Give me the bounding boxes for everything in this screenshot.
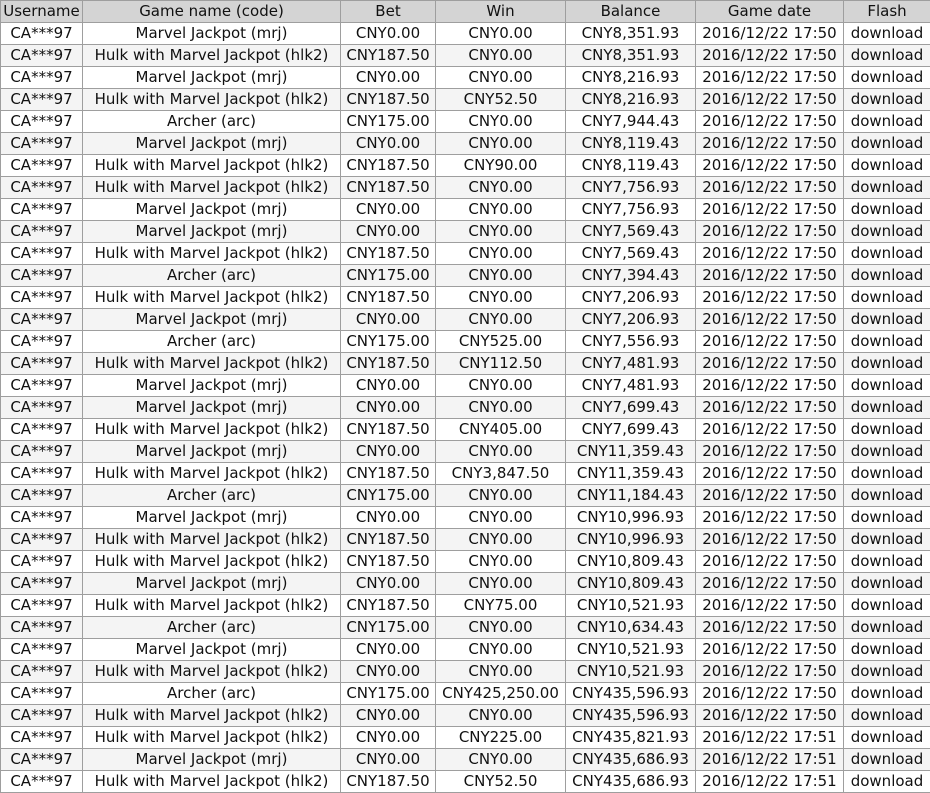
table-row xyxy=(1,397,930,419)
bet-cell: CNY187.50 xyxy=(341,463,436,485)
win-cell: CNY405.00 xyxy=(436,419,566,441)
win-cell: CNY0.00 xyxy=(436,507,566,529)
table-row xyxy=(1,111,930,133)
table-row xyxy=(1,749,930,771)
bet-cell: CNY187.50 xyxy=(341,243,436,265)
balance-cell: CNY7,569.43 xyxy=(566,243,696,265)
table-row xyxy=(1,375,930,397)
column-header-game-date[interactable]: Game date xyxy=(696,1,844,23)
bet-cell: CNY175.00 xyxy=(341,331,436,353)
bet-cell: CNY0.00 xyxy=(341,705,436,727)
table-row xyxy=(1,617,930,639)
flash-download-link[interactable]: download xyxy=(844,595,930,617)
username-cell: CA***97 xyxy=(1,507,83,529)
flash-download-link[interactable]: download xyxy=(844,67,930,89)
game-date-cell: 2016/12/22 17:51 xyxy=(696,771,844,793)
win-cell: CNY112.50 xyxy=(436,353,566,375)
table-row xyxy=(1,529,930,551)
table-row xyxy=(1,45,930,67)
username-cell: CA***97 xyxy=(1,463,83,485)
game-name-cell: Hulk with Marvel Jackpot (hlk2) xyxy=(83,45,341,67)
balance-cell: CNY10,809.43 xyxy=(566,551,696,573)
table-row xyxy=(1,771,930,793)
game-name-cell: Marvel Jackpot (mrj) xyxy=(83,67,341,89)
bet-cell: CNY187.50 xyxy=(341,89,436,111)
flash-download-link[interactable]: download xyxy=(844,287,930,309)
flash-download-link[interactable]: download xyxy=(844,749,930,771)
win-cell: CNY90.00 xyxy=(436,155,566,177)
table-row xyxy=(1,463,930,485)
table-row xyxy=(1,309,930,331)
game-name-cell: Marvel Jackpot (mrj) xyxy=(83,749,341,771)
balance-cell: CNY7,206.93 xyxy=(566,309,696,331)
username-cell: CA***97 xyxy=(1,749,83,771)
balance-cell: CNY7,699.43 xyxy=(566,397,696,419)
column-header-bet[interactable]: Bet xyxy=(341,1,436,23)
username-cell: CA***97 xyxy=(1,243,83,265)
table-row xyxy=(1,199,930,221)
bet-cell: CNY187.50 xyxy=(341,419,436,441)
flash-download-link[interactable]: download xyxy=(844,639,930,661)
bet-cell: CNY175.00 xyxy=(341,617,436,639)
balance-cell: CNY7,206.93 xyxy=(566,287,696,309)
bet-cell: CNY187.50 xyxy=(341,771,436,793)
game-date-cell: 2016/12/22 17:50 xyxy=(696,67,844,89)
table-row xyxy=(1,705,930,727)
win-cell: CNY0.00 xyxy=(436,45,566,67)
username-cell: CA***97 xyxy=(1,309,83,331)
balance-cell: CNY10,634.43 xyxy=(566,617,696,639)
column-header-win[interactable]: Win xyxy=(436,1,566,23)
flash-download-link[interactable]: download xyxy=(844,265,930,287)
bet-cell: CNY187.50 xyxy=(341,287,436,309)
bet-cell: CNY187.50 xyxy=(341,551,436,573)
bet-cell: CNY0.00 xyxy=(341,749,436,771)
game-name-cell: Hulk with Marvel Jackpot (hlk2) xyxy=(83,177,341,199)
balance-cell: CNY435,686.93 xyxy=(566,749,696,771)
win-cell: CNY0.00 xyxy=(436,639,566,661)
balance-cell: CNY7,756.93 xyxy=(566,199,696,221)
bet-cell: CNY187.50 xyxy=(341,155,436,177)
flash-download-link[interactable]: download xyxy=(844,441,930,463)
table-row xyxy=(1,133,930,155)
bet-cell: CNY175.00 xyxy=(341,111,436,133)
flash-download-link[interactable]: download xyxy=(844,397,930,419)
balance-cell: CNY11,359.43 xyxy=(566,463,696,485)
balance-cell: CNY7,756.93 xyxy=(566,177,696,199)
header-row xyxy=(1,1,930,23)
game-name-cell: Hulk with Marvel Jackpot (hlk2) xyxy=(83,771,341,793)
flash-download-link[interactable]: download xyxy=(844,551,930,573)
bet-cell: CNY0.00 xyxy=(341,639,436,661)
username-cell: CA***97 xyxy=(1,287,83,309)
username-cell: CA***97 xyxy=(1,419,83,441)
win-cell: CNY425,250.00 xyxy=(436,683,566,705)
game-date-cell: 2016/12/22 17:50 xyxy=(696,485,844,507)
flash-download-link[interactable]: download xyxy=(844,661,930,683)
table-row xyxy=(1,661,930,683)
flash-download-link[interactable]: download xyxy=(844,485,930,507)
game-name-cell: Hulk with Marvel Jackpot (hlk2) xyxy=(83,705,341,727)
game-date-cell: 2016/12/22 17:50 xyxy=(696,45,844,67)
game-name-cell: Marvel Jackpot (mrj) xyxy=(83,441,341,463)
win-cell: CNY0.00 xyxy=(436,661,566,683)
table-row xyxy=(1,595,930,617)
bet-cell: CNY0.00 xyxy=(341,661,436,683)
game-date-cell: 2016/12/22 17:50 xyxy=(696,529,844,551)
balance-cell: CNY435,596.93 xyxy=(566,705,696,727)
table-row xyxy=(1,177,930,199)
username-cell: CA***97 xyxy=(1,111,83,133)
win-cell: CNY0.00 xyxy=(436,375,566,397)
win-cell: CNY0.00 xyxy=(436,441,566,463)
username-cell: CA***97 xyxy=(1,67,83,89)
win-cell: CNY0.00 xyxy=(436,287,566,309)
game-date-cell: 2016/12/22 17:50 xyxy=(696,309,844,331)
username-cell: CA***97 xyxy=(1,155,83,177)
game-name-cell: Archer (arc) xyxy=(83,683,341,705)
username-cell: CA***97 xyxy=(1,727,83,749)
game-name-cell: Archer (arc) xyxy=(83,485,341,507)
username-cell: CA***97 xyxy=(1,573,83,595)
table-row xyxy=(1,23,930,45)
bet-cell: CNY175.00 xyxy=(341,485,436,507)
game-date-cell: 2016/12/22 17:50 xyxy=(696,111,844,133)
game-date-cell: 2016/12/22 17:50 xyxy=(696,639,844,661)
bet-cell: CNY187.50 xyxy=(341,595,436,617)
username-cell: CA***97 xyxy=(1,617,83,639)
game-name-cell: Hulk with Marvel Jackpot (hlk2) xyxy=(83,529,341,551)
bet-cell: CNY187.50 xyxy=(341,353,436,375)
game-name-cell: Marvel Jackpot (mrj) xyxy=(83,639,341,661)
column-header-username[interactable]: Username xyxy=(1,1,83,23)
flash-download-link[interactable]: download xyxy=(844,617,930,639)
column-header-flash[interactable]: Flash xyxy=(844,1,930,23)
game-date-cell: 2016/12/22 17:50 xyxy=(696,595,844,617)
username-cell: CA***97 xyxy=(1,705,83,727)
balance-cell: CNY7,944.43 xyxy=(566,111,696,133)
game-name-cell: Hulk with Marvel Jackpot (hlk2) xyxy=(83,155,341,177)
game-date-cell: 2016/12/22 17:50 xyxy=(696,243,844,265)
flash-download-link[interactable]: download xyxy=(844,419,930,441)
game-name-cell: Marvel Jackpot (mrj) xyxy=(83,507,341,529)
flash-download-link[interactable]: download xyxy=(844,89,930,111)
game-date-cell: 2016/12/22 17:50 xyxy=(696,419,844,441)
balance-cell: CNY7,481.93 xyxy=(566,353,696,375)
game-date-cell: 2016/12/22 17:50 xyxy=(696,331,844,353)
balance-cell: CNY8,351.93 xyxy=(566,23,696,45)
balance-cell: CNY7,556.93 xyxy=(566,331,696,353)
username-cell: CA***97 xyxy=(1,397,83,419)
bet-cell: CNY0.00 xyxy=(341,727,436,749)
flash-download-link[interactable]: download xyxy=(844,705,930,727)
username-cell: CA***97 xyxy=(1,683,83,705)
balance-cell: CNY11,184.43 xyxy=(566,485,696,507)
username-cell: CA***97 xyxy=(1,89,83,111)
flash-download-link[interactable]: download xyxy=(844,463,930,485)
balance-cell: CNY7,394.43 xyxy=(566,265,696,287)
bet-cell: CNY175.00 xyxy=(341,683,436,705)
username-cell: CA***97 xyxy=(1,771,83,793)
table-row xyxy=(1,89,930,111)
win-cell: CNY0.00 xyxy=(436,67,566,89)
table-row xyxy=(1,441,930,463)
username-cell: CA***97 xyxy=(1,221,83,243)
table-row xyxy=(1,221,930,243)
game-date-cell: 2016/12/22 17:50 xyxy=(696,463,844,485)
game-name-cell: Archer (arc) xyxy=(83,331,341,353)
bet-cell: CNY0.00 xyxy=(341,221,436,243)
username-cell: CA***97 xyxy=(1,595,83,617)
username-cell: CA***97 xyxy=(1,375,83,397)
game-date-cell: 2016/12/22 17:50 xyxy=(696,265,844,287)
win-cell: CNY0.00 xyxy=(436,133,566,155)
win-cell: CNY0.00 xyxy=(436,529,566,551)
balance-cell: CNY10,521.93 xyxy=(566,661,696,683)
column-header-game-name[interactable]: Game name (code) xyxy=(83,1,341,23)
flash-download-link[interactable]: download xyxy=(844,573,930,595)
win-cell: CNY52.50 xyxy=(436,771,566,793)
flash-download-link[interactable]: download xyxy=(844,45,930,67)
win-cell: CNY0.00 xyxy=(436,23,566,45)
bet-cell: CNY187.50 xyxy=(341,529,436,551)
game-name-cell: Archer (arc) xyxy=(83,617,341,639)
username-cell: CA***97 xyxy=(1,331,83,353)
flash-download-link[interactable]: download xyxy=(844,243,930,265)
flash-download-link[interactable]: download xyxy=(844,221,930,243)
balance-cell: CNY8,351.93 xyxy=(566,45,696,67)
game-date-cell: 2016/12/22 17:50 xyxy=(696,705,844,727)
game-name-cell: Archer (arc) xyxy=(83,111,341,133)
game-date-cell: 2016/12/22 17:50 xyxy=(696,617,844,639)
username-cell: CA***97 xyxy=(1,45,83,67)
balance-cell: CNY10,996.93 xyxy=(566,529,696,551)
table-row xyxy=(1,155,930,177)
bet-cell: CNY0.00 xyxy=(341,309,436,331)
balance-cell: CNY7,569.43 xyxy=(566,221,696,243)
flash-download-link[interactable]: download xyxy=(844,507,930,529)
balance-cell: CNY435,821.93 xyxy=(566,727,696,749)
game-date-cell: 2016/12/22 17:50 xyxy=(696,573,844,595)
game-date-cell: 2016/12/22 17:50 xyxy=(696,155,844,177)
flash-download-link[interactable]: download xyxy=(844,177,930,199)
flash-download-link[interactable]: download xyxy=(844,771,930,793)
balance-cell: CNY10,996.93 xyxy=(566,507,696,529)
flash-download-link[interactable]: download xyxy=(844,23,930,45)
flash-download-link[interactable]: download xyxy=(844,111,930,133)
game-date-cell: 2016/12/22 17:50 xyxy=(696,23,844,45)
game-date-cell: 2016/12/22 17:50 xyxy=(696,551,844,573)
balance-cell: CNY435,596.93 xyxy=(566,683,696,705)
balance-cell: CNY8,216.93 xyxy=(566,67,696,89)
flash-download-link[interactable]: download xyxy=(844,331,930,353)
game-name-cell: Hulk with Marvel Jackpot (hlk2) xyxy=(83,89,341,111)
game-name-cell: Hulk with Marvel Jackpot (hlk2) xyxy=(83,463,341,485)
bet-cell: CNY0.00 xyxy=(341,133,436,155)
flash-download-link[interactable]: download xyxy=(844,155,930,177)
game-date-cell: 2016/12/22 17:50 xyxy=(696,683,844,705)
flash-download-link[interactable]: download xyxy=(844,199,930,221)
game-date-cell: 2016/12/22 17:50 xyxy=(696,441,844,463)
username-cell: CA***97 xyxy=(1,639,83,661)
win-cell: CNY0.00 xyxy=(436,111,566,133)
bet-cell: CNY0.00 xyxy=(341,199,436,221)
game-date-cell: 2016/12/22 17:50 xyxy=(696,661,844,683)
game-name-cell: Archer (arc) xyxy=(83,265,341,287)
flash-download-link[interactable]: download xyxy=(844,529,930,551)
win-cell: CNY0.00 xyxy=(436,573,566,595)
game-date-cell: 2016/12/22 17:50 xyxy=(696,221,844,243)
win-cell: CNY525.00 xyxy=(436,331,566,353)
flash-download-link[interactable]: download xyxy=(844,375,930,397)
bet-cell: CNY0.00 xyxy=(341,397,436,419)
bet-cell: CNY0.00 xyxy=(341,375,436,397)
win-cell: CNY3,847.50 xyxy=(436,463,566,485)
game-date-cell: 2016/12/22 17:51 xyxy=(696,727,844,749)
bet-cell: CNY175.00 xyxy=(341,265,436,287)
username-cell: CA***97 xyxy=(1,265,83,287)
game-name-cell: Hulk with Marvel Jackpot (hlk2) xyxy=(83,287,341,309)
game-name-cell: Hulk with Marvel Jackpot (hlk2) xyxy=(83,419,341,441)
win-cell: CNY0.00 xyxy=(436,243,566,265)
table-row xyxy=(1,551,930,573)
bet-cell: CNY0.00 xyxy=(341,67,436,89)
game-name-cell: Hulk with Marvel Jackpot (hlk2) xyxy=(83,353,341,375)
game-name-cell: Hulk with Marvel Jackpot (hlk2) xyxy=(83,727,341,749)
balance-cell: CNY10,521.93 xyxy=(566,595,696,617)
flash-download-link[interactable]: download xyxy=(844,683,930,705)
username-cell: CA***97 xyxy=(1,485,83,507)
balance-cell: CNY8,216.93 xyxy=(566,89,696,111)
game-name-cell: Marvel Jackpot (mrj) xyxy=(83,23,341,45)
game-name-cell: Hulk with Marvel Jackpot (hlk2) xyxy=(83,661,341,683)
game-date-cell: 2016/12/22 17:50 xyxy=(696,133,844,155)
game-name-cell: Marvel Jackpot (mrj) xyxy=(83,309,341,331)
game-name-cell: Hulk with Marvel Jackpot (hlk2) xyxy=(83,551,341,573)
bet-cell: CNY187.50 xyxy=(341,45,436,67)
table-row xyxy=(1,507,930,529)
game-name-cell: Marvel Jackpot (mrj) xyxy=(83,199,341,221)
game-date-cell: 2016/12/22 17:50 xyxy=(696,89,844,111)
table-row xyxy=(1,573,930,595)
win-cell: CNY0.00 xyxy=(436,617,566,639)
table-row xyxy=(1,419,930,441)
column-header-balance[interactable]: Balance xyxy=(566,1,696,23)
balance-cell: CNY7,481.93 xyxy=(566,375,696,397)
win-cell: CNY0.00 xyxy=(436,221,566,243)
bet-cell: CNY0.00 xyxy=(341,573,436,595)
bet-cell: CNY187.50 xyxy=(341,177,436,199)
username-cell: CA***97 xyxy=(1,441,83,463)
game-name-cell: Marvel Jackpot (mrj) xyxy=(83,375,341,397)
flash-download-link[interactable]: download xyxy=(844,309,930,331)
username-cell: CA***97 xyxy=(1,23,83,45)
table-row xyxy=(1,727,930,749)
username-cell: CA***97 xyxy=(1,199,83,221)
balance-cell: CNY8,119.43 xyxy=(566,155,696,177)
game-name-cell: Hulk with Marvel Jackpot (hlk2) xyxy=(83,595,341,617)
win-cell: CNY0.00 xyxy=(436,749,566,771)
win-cell: CNY0.00 xyxy=(436,551,566,573)
flash-download-link[interactable]: download xyxy=(844,727,930,749)
win-cell: CNY0.00 xyxy=(436,265,566,287)
game-name-cell: Marvel Jackpot (mrj) xyxy=(83,397,341,419)
game-date-cell: 2016/12/22 17:50 xyxy=(696,375,844,397)
balance-cell: CNY11,359.43 xyxy=(566,441,696,463)
table-row xyxy=(1,639,930,661)
flash-download-link[interactable]: download xyxy=(844,133,930,155)
flash-download-link[interactable]: download xyxy=(844,353,930,375)
username-cell: CA***97 xyxy=(1,353,83,375)
balance-cell: CNY435,686.93 xyxy=(566,771,696,793)
bet-cell: CNY0.00 xyxy=(341,507,436,529)
bet-cell: CNY0.00 xyxy=(341,441,436,463)
win-cell: CNY75.00 xyxy=(436,595,566,617)
game-name-cell: Marvel Jackpot (mrj) xyxy=(83,221,341,243)
table-row xyxy=(1,67,930,89)
win-cell: CNY0.00 xyxy=(436,199,566,221)
game-date-cell: 2016/12/22 17:50 xyxy=(696,507,844,529)
win-cell: CNY0.00 xyxy=(436,397,566,419)
table-row xyxy=(1,265,930,287)
win-cell: CNY0.00 xyxy=(436,705,566,727)
username-cell: CA***97 xyxy=(1,529,83,551)
game-date-cell: 2016/12/22 17:50 xyxy=(696,397,844,419)
game-date-cell: 2016/12/22 17:51 xyxy=(696,749,844,771)
table-row xyxy=(1,683,930,705)
username-cell: CA***97 xyxy=(1,551,83,573)
game-name-cell: Hulk with Marvel Jackpot (hlk2) xyxy=(83,243,341,265)
win-cell: CNY0.00 xyxy=(436,177,566,199)
game-date-cell: 2016/12/22 17:50 xyxy=(696,177,844,199)
game-name-cell: Marvel Jackpot (mrj) xyxy=(83,133,341,155)
balance-cell: CNY7,699.43 xyxy=(566,419,696,441)
table-row xyxy=(1,287,930,309)
table-row xyxy=(1,353,930,375)
balance-cell: CNY10,809.43 xyxy=(566,573,696,595)
table-row xyxy=(1,485,930,507)
game-name-cell: Marvel Jackpot (mrj) xyxy=(83,573,341,595)
balance-cell: CNY8,119.43 xyxy=(566,133,696,155)
win-cell: CNY0.00 xyxy=(436,309,566,331)
balance-cell: CNY10,521.93 xyxy=(566,639,696,661)
win-cell: CNY52.50 xyxy=(436,89,566,111)
game-date-cell: 2016/12/22 17:50 xyxy=(696,199,844,221)
table-row xyxy=(1,243,930,265)
username-cell: CA***97 xyxy=(1,177,83,199)
win-cell: CNY0.00 xyxy=(436,485,566,507)
table-row xyxy=(1,331,930,353)
game-date-cell: 2016/12/22 17:50 xyxy=(696,287,844,309)
bet-cell: CNY0.00 xyxy=(341,23,436,45)
game-date-cell: 2016/12/22 17:50 xyxy=(696,353,844,375)
username-cell: CA***97 xyxy=(1,133,83,155)
win-cell: CNY225.00 xyxy=(436,727,566,749)
username-cell: CA***97 xyxy=(1,661,83,683)
